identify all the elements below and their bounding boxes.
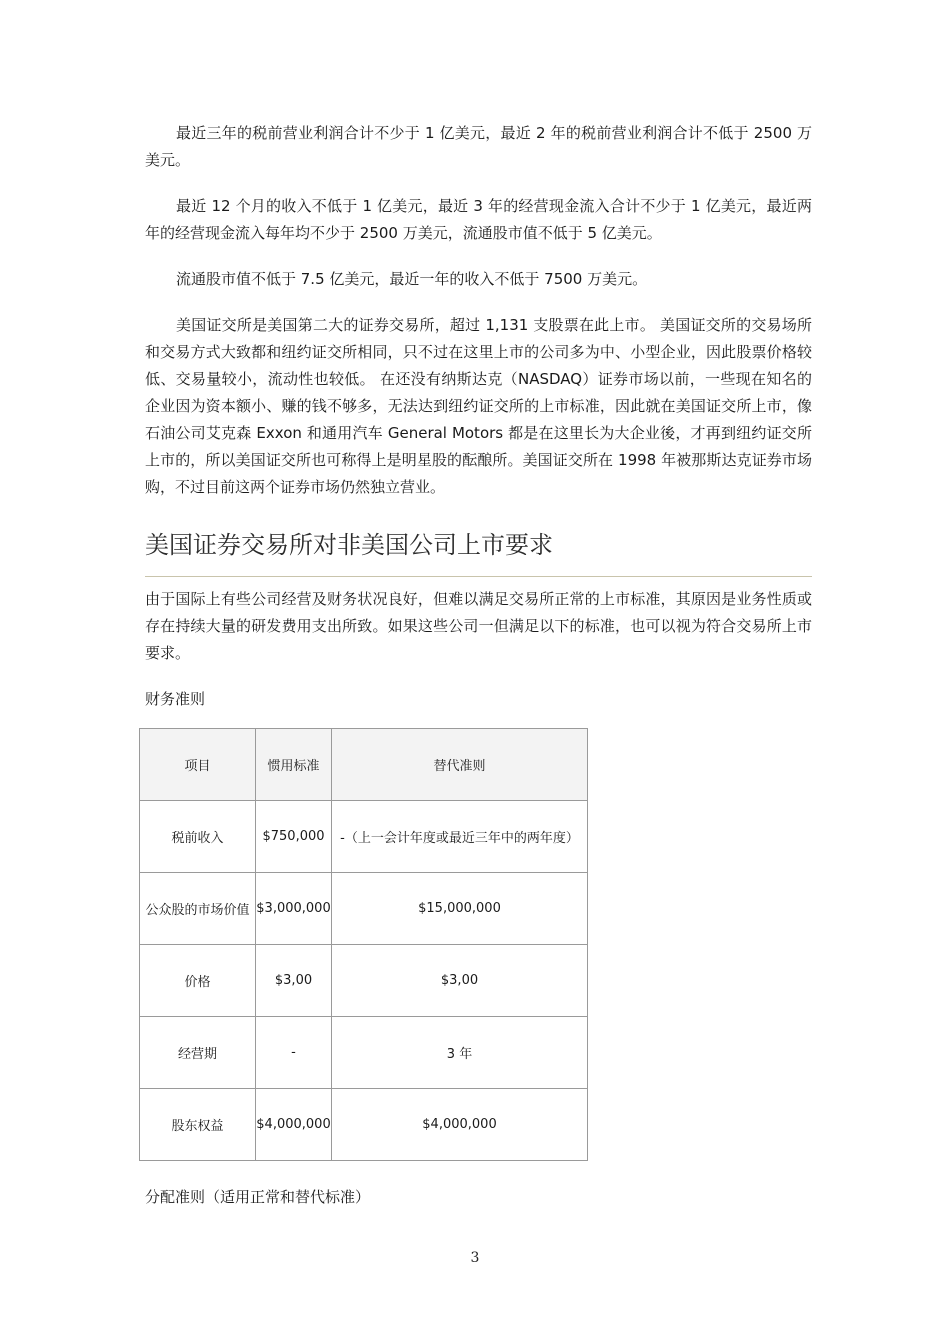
table-cell: $3,000,000 [256, 873, 332, 945]
header-item: 项目 [140, 729, 256, 801]
table-cell: 税前收入 [140, 801, 256, 873]
paragraph-float-market-value: 流通股市值不低于 7.5 亿美元，最近一年的收入不低于 7500 万美元。 [176, 270, 648, 288]
table-cell: $4,000,000 [332, 1089, 588, 1161]
table-row [140, 873, 588, 945]
header-alternative: 替代准则 [332, 729, 588, 801]
table-cell: 3 年 [332, 1017, 588, 1089]
table-cell: -（上一会计年度或最近三年中的两年度） [332, 801, 588, 873]
header-customary: 惯用标准 [256, 729, 332, 801]
table-row [140, 1017, 588, 1089]
table-row [140, 1089, 588, 1161]
section-heading: 美国证券交易所对非美国公司上市要求 [145, 531, 553, 559]
table-header-row [140, 729, 588, 801]
intro-paragraph: 由于国际上有些公司经营及财务状况良好，但难以满足交易所正常的上市标准，其原因是业务性质或存在持续大量的研发费用支出所致。如果这些公司一但满足以下的标准，也可以视为符合交易所上市要求。 [145, 590, 812, 662]
table-cell: $3,00 [256, 945, 332, 1017]
table-cell: 经营期 [140, 1017, 256, 1089]
paragraph-amex-overview: 美国证交所是美国第二大的证券交易所，超过 1,131 支股票在此上市。 美国证交所的交易场所和交易方式大致都和纽约证交所相同，只不过在这里上市的公司多为中、小型企业，因此股票价格较低、交易量较小，流动性也较低。 在还没有纳斯达克（NASDAQ）证券市场以前，一些现在知名的企业因为资本额小、赚的钱不够多，无法达到纽约证交所的上市标准，因此就在美国证交所上市，像石油公司艾克森 Exxon 和通用汽车 General Motors 都是在这里长为大企业後，才再到纽约证交所上市的，所以美国证交所也可称得上是明星股的酝酿所。美国证交所在 1998 年被那斯达克证券市场购，不过目前这两个证券市场仍然独立营业。 [145, 316, 812, 496]
financial-criteria-table [139, 728, 588, 1161]
table-cell: $3,00 [332, 945, 588, 1017]
table-cell: 公众股的市场价值 [140, 873, 256, 945]
page-number: 3 [470, 1250, 480, 1266]
table-cell: $750,000 [256, 801, 332, 873]
distribution-criteria-label: 分配准则（适用正常和替代标准） [145, 1188, 371, 1206]
paragraph-pretax-profit: 最近三年的税前营业利润合计不少于 1 亿美元，最近 2 年的税前营业利润合计不低于 2500 万美元。 [145, 124, 812, 169]
paragraph-revenue-cashflow: 最近 12 个月的收入不低于 1 亿美元，最近 3 年的经营现金流入合计不少于 1 亿美元，最近两年的经营现金流入每年均不少于 2500 万美元，流通股市值不低于 5 亿美元。 [145, 197, 812, 242]
table-cell: $4,000,000 [256, 1089, 332, 1161]
table-row [140, 801, 588, 873]
table-cell: 价格 [140, 945, 256, 1017]
table-cell: $15,000,000 [332, 873, 588, 945]
financial-criteria-label: 财务准则 [145, 690, 206, 708]
table-cell: - [256, 1017, 332, 1089]
heading-divider [145, 576, 812, 577]
table-cell: 股东权益 [140, 1089, 256, 1161]
table-row [140, 945, 588, 1017]
